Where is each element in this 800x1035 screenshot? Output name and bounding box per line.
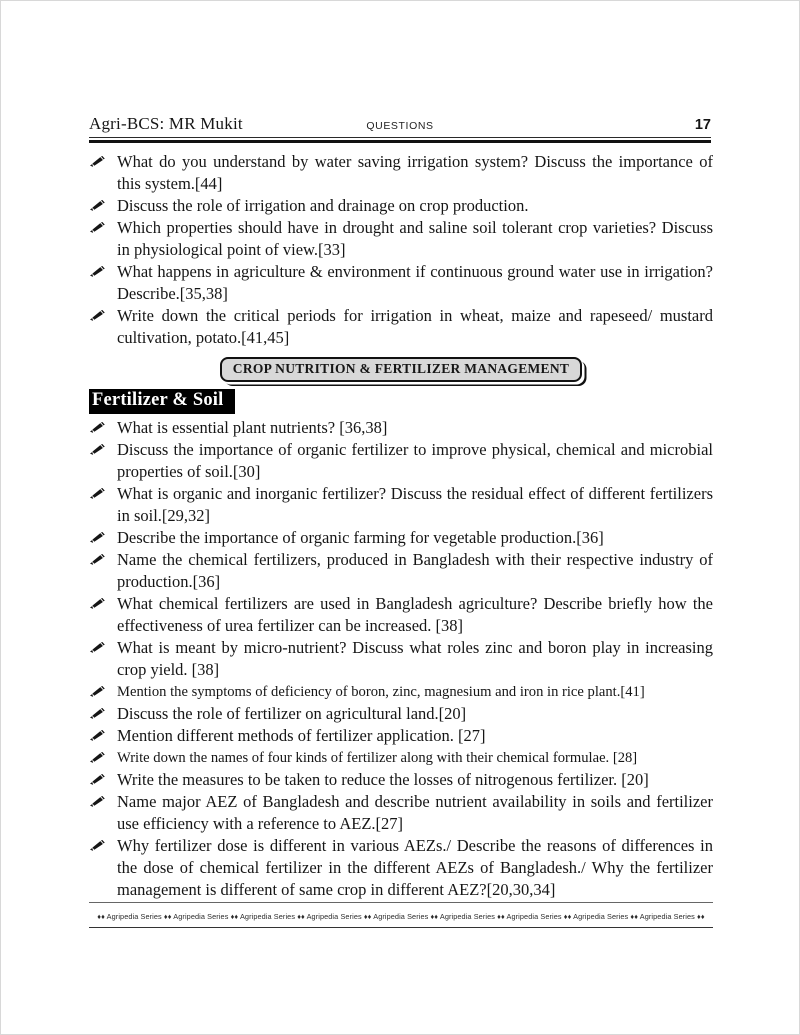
writing-hand-icon — [90, 598, 105, 609]
question-item — [89, 791, 713, 835]
writing-hand-icon — [90, 200, 105, 211]
question-item — [89, 637, 713, 681]
question-text: Which properties should have in drought and saline soil tolerant crop varieties? Discuss in physiological point of view.[33] — [117, 218, 713, 259]
question-item — [89, 835, 713, 901]
writing-hand-icon — [90, 642, 105, 653]
question-item — [89, 483, 713, 527]
question-item — [89, 725, 713, 747]
writing-hand-icon — [90, 774, 105, 785]
fertilizer-question-list — [89, 417, 713, 901]
question-text: Why fertilizer dose is different in various AEZs./ Describe the reasons of differences in the dose of chemical fertilizer in the different AEZs of Bangladesh./ Why the fertilizer management is different of same crop in different AEZ?[20,30,34] — [117, 836, 713, 899]
question-text: Write down the critical periods for irrigation in wheat, maize and rapeseed/ mustard cultivation, potato.[41,45] — [117, 306, 713, 347]
question-text: Mention the symptoms of deficiency of boron, zinc, magnesium and iron in rice plant.[41] — [117, 684, 645, 700]
question-text: Discuss the role of fertilizer on agricultural land.[20] — [117, 704, 467, 723]
writing-hand-icon — [90, 796, 105, 807]
question-text: What do you understand by water saving irrigation system? Discuss the importance of this system.[44] — [117, 152, 713, 193]
question-text: Write down the names of four kinds of fertilizer along with their chemical formulae. [28] — [117, 750, 638, 766]
question-item — [89, 681, 713, 703]
question-text: Mention different methods of fertilizer application. [27] — [117, 726, 486, 745]
question-item — [89, 417, 713, 439]
page-header — [89, 1, 711, 134]
section-banner: CROP NUTRITION & FERTILIZER MANAGEMENT — [220, 357, 582, 382]
writing-hand-icon — [90, 686, 105, 697]
header-rule — [89, 137, 711, 144]
question-text: Name major AEZ of Bangladesh and describe nutrient availability in soils and fertilizer use efficiency with a reference to AEZ.[27] — [117, 792, 713, 833]
running-head: QUESTIONS — [366, 120, 434, 132]
question-text: What is essential plant nutrients? [36,38] — [117, 418, 388, 437]
question-item — [89, 439, 713, 483]
question-text: Name the chemical fertilizers, produced in Bangladesh with their respective industry of production.[36] — [117, 550, 713, 591]
writing-hand-icon — [90, 532, 105, 543]
question-item — [89, 305, 713, 349]
footer-strip — [89, 902, 713, 928]
writing-hand-icon — [90, 488, 105, 499]
question-item — [89, 703, 713, 725]
writing-hand-icon — [90, 752, 105, 763]
writing-hand-icon — [90, 840, 105, 851]
question-text: What is organic and inorganic fertilizer? Discuss the residual effect of different fertilizers in soil.[29,32] — [117, 484, 713, 525]
writing-hand-icon — [90, 444, 105, 455]
question-text: Describe the importance of organic farming for vegetable production.[36] — [117, 528, 604, 547]
question-item — [89, 527, 713, 549]
question-item — [89, 769, 713, 791]
writing-hand-icon — [90, 554, 105, 565]
question-item — [89, 151, 713, 195]
section-banner-row — [89, 357, 713, 382]
writing-hand-icon — [90, 310, 105, 321]
question-item — [89, 195, 713, 217]
question-text: Write the measures to be taken to reduce the losses of nitrogenous fertilizer. [20] — [117, 770, 649, 789]
page-number: 17 — [694, 117, 711, 133]
question-item — [89, 549, 713, 593]
writing-hand-icon — [90, 422, 105, 433]
question-text: What chemical fertilizers are used in Bangladesh agriculture? Describe briefly how the effectiveness of urea fertilizer can be increased. [38] — [117, 594, 713, 635]
question-text: What happens in agriculture & environment if continuous ground water use in irrigation? Describe.[35,38] — [117, 262, 713, 303]
question-text: What is meant by micro-nutrient? Discuss what roles zinc and boron play in increasing crop yield. [38] — [117, 638, 713, 679]
question-item — [89, 261, 713, 305]
book-title: Agri-BCS: MR Mukit — [89, 114, 243, 133]
question-text: Discuss the importance of organic fertilizer to improve physical, chemical and microbial properties of soil.[30] — [117, 440, 713, 481]
irrigation-question-list — [89, 151, 713, 349]
writing-hand-icon — [90, 266, 105, 277]
writing-hand-icon — [90, 730, 105, 741]
question-text: Discuss the role of irrigation and drainage on crop production. — [117, 196, 529, 215]
writing-hand-icon — [90, 222, 105, 233]
question-item — [89, 217, 713, 261]
footer-text: ♦♦ Agripedia Series ♦♦ Agripedia Series ♦♦ Agripedia Series ♦♦ Agripedia Series ♦♦ Agripedia Series ♦♦ Agripedia Series ♦♦ Agripedia Series ♦♦ Agripedia Series ♦♦ Agripedia Series ♦♦ — [97, 911, 705, 921]
writing-hand-icon — [90, 156, 105, 167]
question-item — [89, 593, 713, 637]
subsection-heading: Fertilizer & Soil — [89, 389, 235, 414]
writing-hand-icon — [90, 708, 105, 719]
question-item — [89, 747, 713, 769]
subsection-row — [89, 389, 713, 414]
